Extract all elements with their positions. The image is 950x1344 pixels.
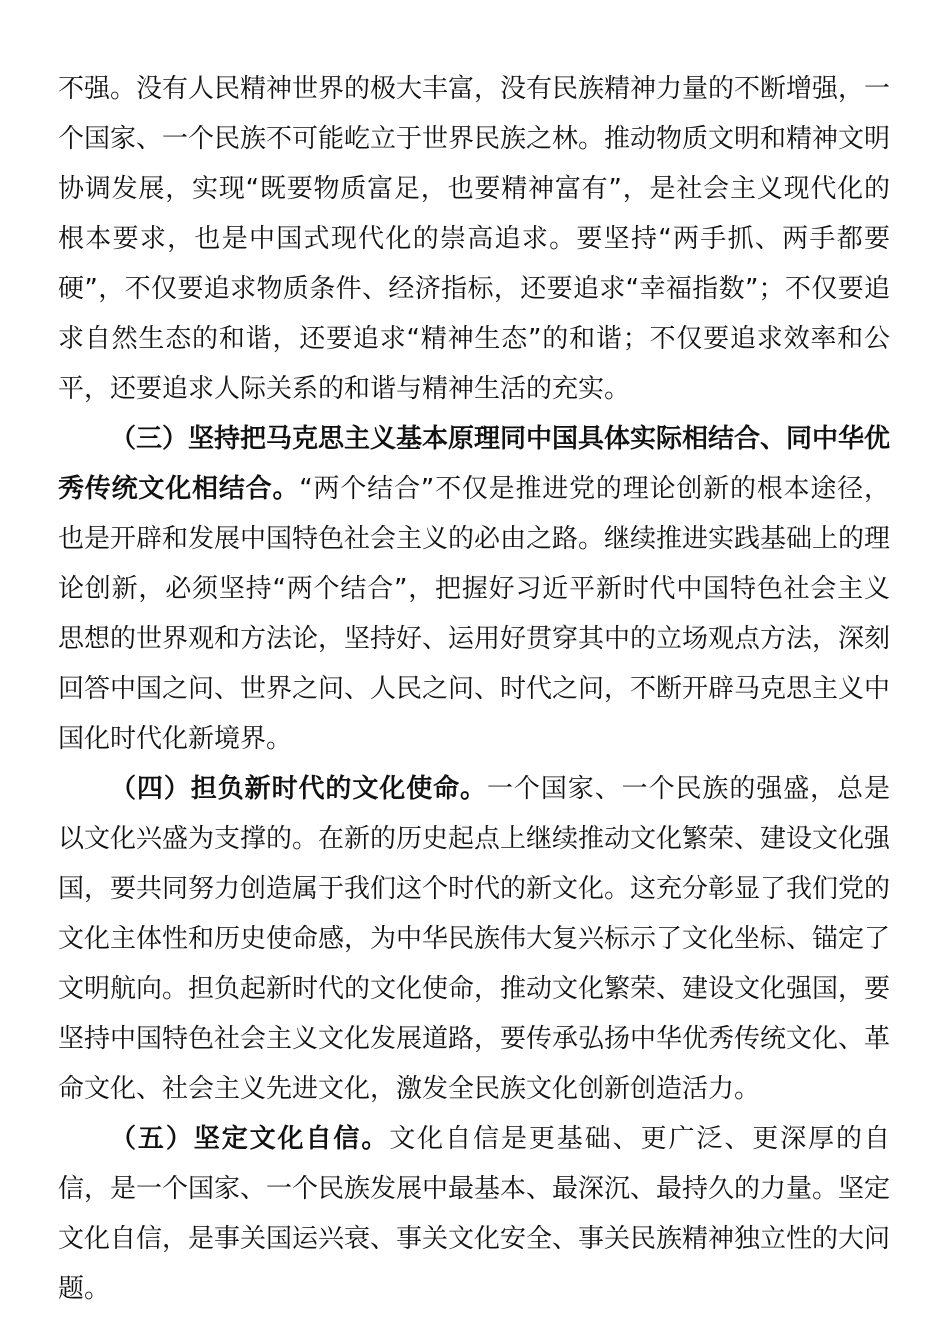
section-heading-five: （五）坚定文化自信。 [110,1124,390,1154]
section-heading-three: （三）坚持把马克思主义基本原理同中国具体实际相结合、同中华优秀传统文化相结合。 [58,424,891,504]
section-heading-four: （四）担负新时代的文化使命。 [110,774,487,804]
paragraph-text: “两个结合”不仅是推进党的理论创新的根本途径，也是开辟和发展中国特色社会主义的必由之路。继续推进实践基础上的理论创新，必须坚持“两个结合”，把握好习近平新时代中国特色社会主义思想的世界观和方法论，坚持好、运用好贯穿其中的立场观点方法，深刻回答中国之问、世界之问、人民之问、时代之问，不断开辟马克思主义中国化时代化新境界。 [58,474,891,754]
document-page [58,64,890,1314]
paragraph-text: 文化自信是更基础、更广泛、更深厚的自信，是一个国家、一个民族发展中最基本、最深沉、最持久的力量。坚定文化自信，是事关国运兴衰、事关文化安全、事关民族精神独立性的大问题。 [58,1124,891,1304]
paragraph-text: 一个国家、一个民族的强盛，总是以文化兴盛为支撑的。在新的历史起点上继续推动文化繁荣、建设文化强国，要共同努力创造属于我们这个时代的新文化。这充分彰显了我们党的文化主体性和历史使命感，为中华民族伟大复兴标示了文化坐标、锚定了文明航向。担负起新时代的文化使命，推动文化繁荣、建设文化强国，要坚持中国特色社会主义文化发展道路，要传承弘扬中华优秀传统文化、革命文化、社会主义先进文化，激发全民族文化创新创造活力。 [58,774,891,1104]
paragraph-continuation [58,64,890,414]
section-paragraph-four [58,764,890,1114]
section-paragraph-five [58,1114,890,1314]
section-paragraph-three [58,414,890,764]
paragraph-text: 不强。没有人民精神世界的极大丰富，没有民族精神力量的不断增强，一个国家、一个民族不可能屹立于世界民族之林。推动物质文明和精神文明协调发展，实现“既要物质富足，也要精神富有”，是社会主义现代化的根本要求，也是中国式现代化的崇高追求。要坚持“两手抓、两手都要硬”，不仅要追求物质条件、经济指标，还要追求“幸福指数”；不仅要追求自然生态的和谐，还要追求“精神生态”的和谐；不仅要追求效率和公平，还要追求人际关系的和谐与精神生活的充实。 [58,74,891,404]
